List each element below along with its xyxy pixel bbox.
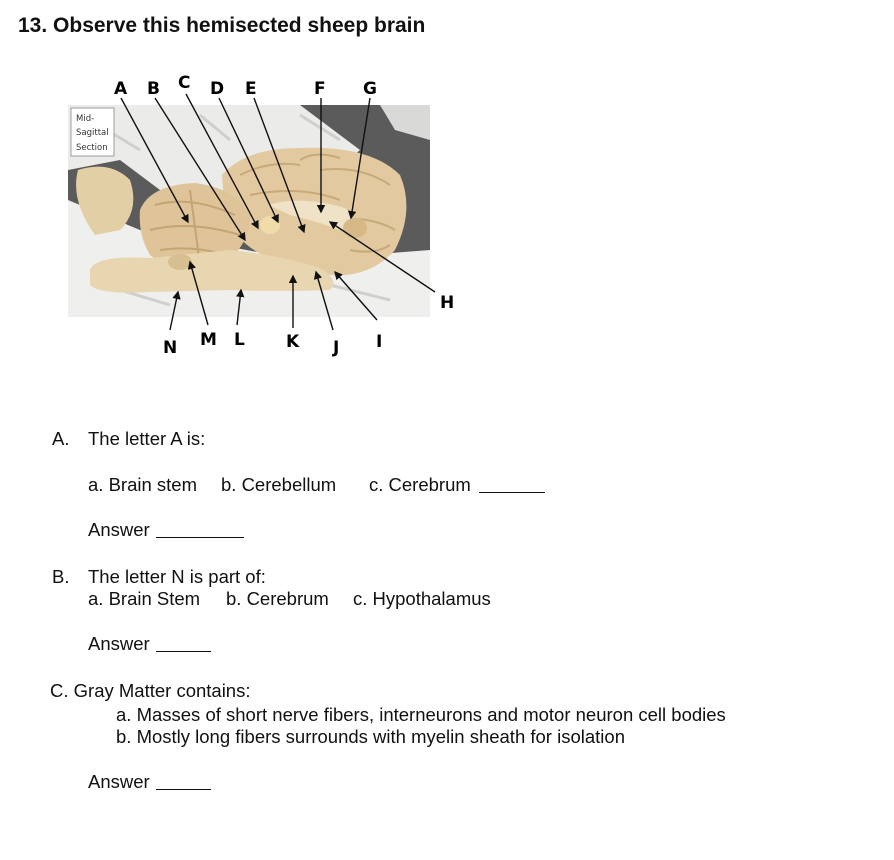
question-b-marker: B. [52,566,70,587]
inset-label-line: Section [76,143,108,153]
question-a-option: a. Brain stem [88,474,197,495]
label-M: M [200,330,217,350]
label-I: I [376,332,383,352]
label-C: C [178,73,191,93]
label-F: F [314,79,326,99]
label-K: K [286,332,300,352]
question-c-answer-label: Answer [88,771,150,792]
inset-label-line: Mid- [76,114,95,124]
question-c-prompt: C. Gray Matter contains: [50,680,251,701]
label-B: B [147,79,160,99]
label-L: L [234,330,245,350]
label-N: N [163,338,178,358]
page-title: 13. Observe this hemisected sheep brain [18,14,426,37]
question-c-answer-blank[interactable] [156,773,211,790]
question-b-option: b. Cerebrum [226,588,329,609]
question-b-option: a. Brain Stem [88,588,201,609]
question-a-prompt: The letter A is: [88,428,206,449]
label-J: J [333,338,340,358]
question-a-option-blank [479,476,545,493]
inset-label-line: Sagittal [76,128,109,138]
question-b-answer-blank[interactable] [156,635,211,652]
question-c-option: b. Mostly long fibers surrounds with myelin sheath for isolation [116,726,625,747]
question-b-prompt: The letter N is part of: [88,566,266,587]
question-a-answer-label: Answer [88,519,150,540]
question-b-answer-label: Answer [88,633,150,654]
label-H: H [440,293,455,313]
label-A: A [114,79,128,99]
label-E: E [245,79,257,99]
question-a-answer-blank[interactable] [156,521,244,538]
sheep-brain-figure [0,0,894,380]
question-a-option: b. Cerebellum [221,474,337,495]
question-c-option: a. Masses of short nerve fibers, interneurons and motor neuron cell bodies [116,704,726,725]
label-D: D [210,79,225,99]
label-G: G [363,79,377,99]
question-a-option: c. Cerebrum [369,474,471,495]
question-a-marker: A. [52,428,70,449]
question-b-option: c. Hypothalamus [353,588,491,609]
